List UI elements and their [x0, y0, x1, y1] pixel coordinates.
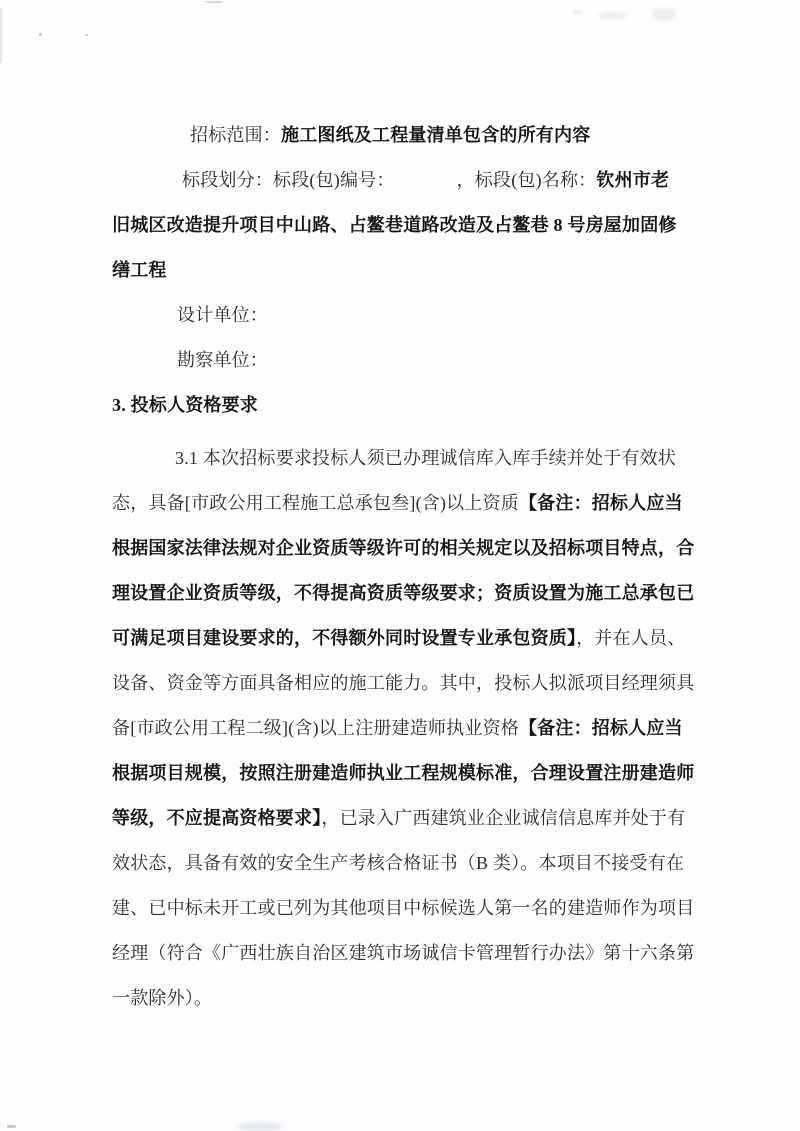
scan-artifact-speck: [39, 33, 42, 36]
text-segment: 态，具备[市政公用工程施工总承包叁](含)以上资质: [112, 493, 519, 513]
clause-3-1-line-11: [112, 886, 712, 931]
scan-artifact-smudge: [652, 8, 676, 21]
text-segment: 建、已中标未开工或已列为其他项目中标候选人第一名的建造师作为项目: [112, 898, 695, 918]
bold-text-segment: 【备注：招标人应当: [518, 718, 683, 738]
text-segment: ，已录入广西建筑业企业诚信信息库并处于有: [321, 808, 686, 828]
text-segment: 备[市政公用工程二级](含)以上注册建造师执业资格: [112, 718, 519, 738]
text-segment: 勘察单位：: [177, 350, 268, 370]
design-unit-line: [112, 293, 712, 338]
text-segment: 一款除外）。: [112, 988, 213, 1008]
survey-unit-line: [112, 338, 712, 383]
clause-3-1-line-3: [112, 526, 712, 571]
clause-3-1-line-10: [112, 841, 712, 886]
bold-text-segment: 理设置企业资质等级，不得提高资质等级要求；资质设置为施工总承包已: [112, 583, 695, 603]
clause-3-1-line-13: [112, 976, 712, 1021]
clause-3-1-line-6: [112, 661, 712, 706]
bold-text-segment: 根据国家法律法规对企业资质等级许可的相关规定以及招标项目特点，合: [112, 538, 695, 558]
clause-3-1-line-2: [112, 481, 712, 526]
clause-3-1-line-1: [112, 436, 712, 481]
clause-3-1-line-7: [112, 706, 712, 751]
bold-text-segment: 钦州市老: [596, 170, 670, 190]
clause-3-1-line-12: [112, 931, 712, 976]
scan-artifact-speck: [7, 1125, 16, 1128]
bold-text-segment: 等级，不应提高资格要求】: [112, 808, 322, 828]
qualification-requirements-heading: [112, 383, 712, 428]
text-segment: 经理（符合《广西壮族自治区建筑市场诚信卡管理暂行办法》第十六条第: [112, 943, 695, 963]
text-segment: 设计单位：: [177, 305, 268, 325]
bold-text-segment: 【备注：招标人应当: [518, 493, 683, 513]
scan-artifact-top-dash: [205, 1, 222, 3]
clause-3-1-line-5: [112, 616, 712, 661]
clause-3-1-line-8: [112, 751, 712, 796]
scan-artifact-smudge: [573, 11, 581, 14]
scan-artifact-paper-edge: [0, 8, 2, 63]
section-division-line-2: [112, 203, 712, 248]
section-division-line-3: [112, 248, 712, 293]
bid-scope-line: [112, 113, 712, 158]
scan-artifact-smudge: [236, 1122, 284, 1131]
text-segment: ，标段(包)名称：: [456, 170, 597, 190]
text-segment: 3.1 本次招标要求投标人须已办理诚信库入库手续并处于有效状: [175, 448, 676, 468]
clause-3-1-line-4: [112, 571, 712, 616]
bold-text-segment: 可满足项目建设要求的，不得额外同时设置专业承包资质】: [112, 628, 577, 648]
bold-text-segment: 根据项目规模，按照注册建造师执业工程规模标准，合理设置注册建造师: [112, 763, 695, 783]
text-segment: ，并在人员、: [576, 628, 686, 648]
bold-text-segment: 3. 投标人资格要求: [112, 395, 258, 415]
bold-text-segment: 缮工程: [112, 260, 167, 280]
clause-3-1-line-9: [112, 796, 712, 841]
bold-text-segment: 旧城区改造提升项目中山路、占鳌巷道路改造及占鳌巷 8 号房屋加固修: [112, 215, 677, 235]
text-segment: 标段划分：标段(包)编号：: [182, 170, 395, 190]
text-segment: 设备、资金等方面具备相应的施工能力。其中，投标人拟派项目经理须具: [112, 673, 695, 693]
text-segment: 招标范围：: [190, 125, 281, 145]
scan-artifact-smudge: [598, 12, 628, 19]
blank-fill-in-space: [395, 185, 457, 186]
section-division-line-1: [112, 158, 712, 203]
document-body: [112, 113, 712, 1021]
bold-text-segment: 施工图纸及工程量清单包含的所有内容: [281, 125, 591, 145]
scan-artifact-speck: [85, 34, 88, 36]
text-segment: 效状态，具备有效的安全生产考核合格证书（B 类）。本项目不接受有在: [112, 853, 685, 873]
